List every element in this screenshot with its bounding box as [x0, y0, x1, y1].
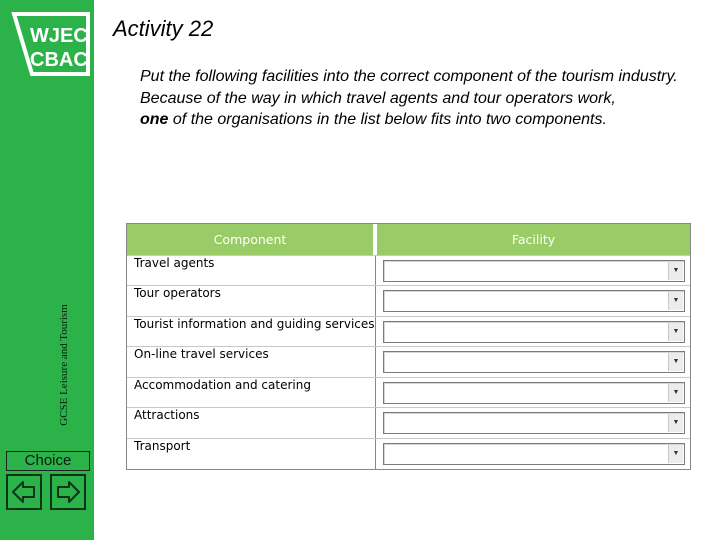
- choice-label: Choice: [6, 451, 90, 471]
- table-row: [127, 377, 690, 407]
- dropdown-arrow-icon[interactable]: ▼: [668, 384, 683, 402]
- dropdown-arrow-icon[interactable]: ▼: [668, 445, 683, 463]
- arrow-left-icon: [10, 478, 38, 506]
- instructions-line-1: Put the following facilities into the correct component of the tourism industry.: [140, 68, 678, 85]
- table-row: [127, 285, 690, 315]
- component-facility-table: [126, 223, 691, 470]
- component-cell: On-line travel services: [127, 347, 376, 377]
- facility-select[interactable]: [383, 321, 685, 343]
- table-row: [127, 255, 690, 285]
- previous-button[interactable]: [6, 474, 42, 510]
- component-cell: Tour operators: [127, 286, 376, 316]
- instructions-line-3-rest: of the organisations in the list below fits into two components.: [168, 111, 607, 128]
- facility-cell: [376, 317, 690, 347]
- dropdown-arrow-icon[interactable]: ▼: [668, 323, 683, 341]
- column-header-facility: Facility: [377, 224, 690, 255]
- column-header-component: Component: [127, 224, 375, 255]
- course-caption: GCSE Leisure and Tourism: [58, 304, 70, 426]
- dropdown-arrow-icon[interactable]: ▼: [668, 262, 683, 280]
- facility-select[interactable]: [383, 290, 685, 312]
- facility-select[interactable]: [383, 382, 685, 404]
- facility-cell: [376, 286, 690, 316]
- facility-cell: [376, 347, 690, 377]
- component-cell: Accommodation and catering: [127, 378, 376, 408]
- arrow-right-icon: [54, 478, 82, 506]
- svg-text:CBAC: CBAC: [30, 49, 88, 71]
- component-cell: Travel agents: [127, 256, 376, 286]
- dropdown-arrow-icon[interactable]: ▼: [668, 292, 683, 310]
- instructions-line-2: Because of the way in which travel agents and tour operators work,: [140, 89, 616, 107]
- component-cell: Transport: [127, 439, 376, 469]
- page-title: Activity 22: [113, 16, 214, 41]
- instructions-line-3: [140, 109, 700, 131]
- facility-cell: [376, 378, 690, 408]
- facility-cell: [376, 439, 690, 469]
- facility-select[interactable]: [383, 260, 685, 282]
- table-row: [127, 438, 690, 468]
- sidebar: [0, 0, 94, 540]
- table-row: [127, 316, 690, 346]
- facility-cell: [376, 256, 690, 286]
- dropdown-arrow-icon[interactable]: ▼: [668, 414, 683, 432]
- instructions: [140, 66, 700, 131]
- next-button[interactable]: [50, 474, 86, 510]
- component-cell: Tourist information and guiding services: [127, 317, 376, 347]
- instructions-emphasis: one: [140, 111, 169, 128]
- facility-select[interactable]: [383, 443, 685, 465]
- svg-text:WJEC: WJEC: [30, 25, 88, 47]
- table-row: [127, 346, 690, 376]
- wjec-cbac-logo: [4, 8, 92, 80]
- facility-cell: [376, 408, 690, 438]
- component-cell: Attractions: [127, 408, 376, 438]
- facility-select[interactable]: [383, 412, 685, 434]
- dropdown-arrow-icon[interactable]: ▼: [668, 353, 683, 371]
- facility-select[interactable]: [383, 351, 685, 373]
- table-row: [127, 407, 690, 437]
